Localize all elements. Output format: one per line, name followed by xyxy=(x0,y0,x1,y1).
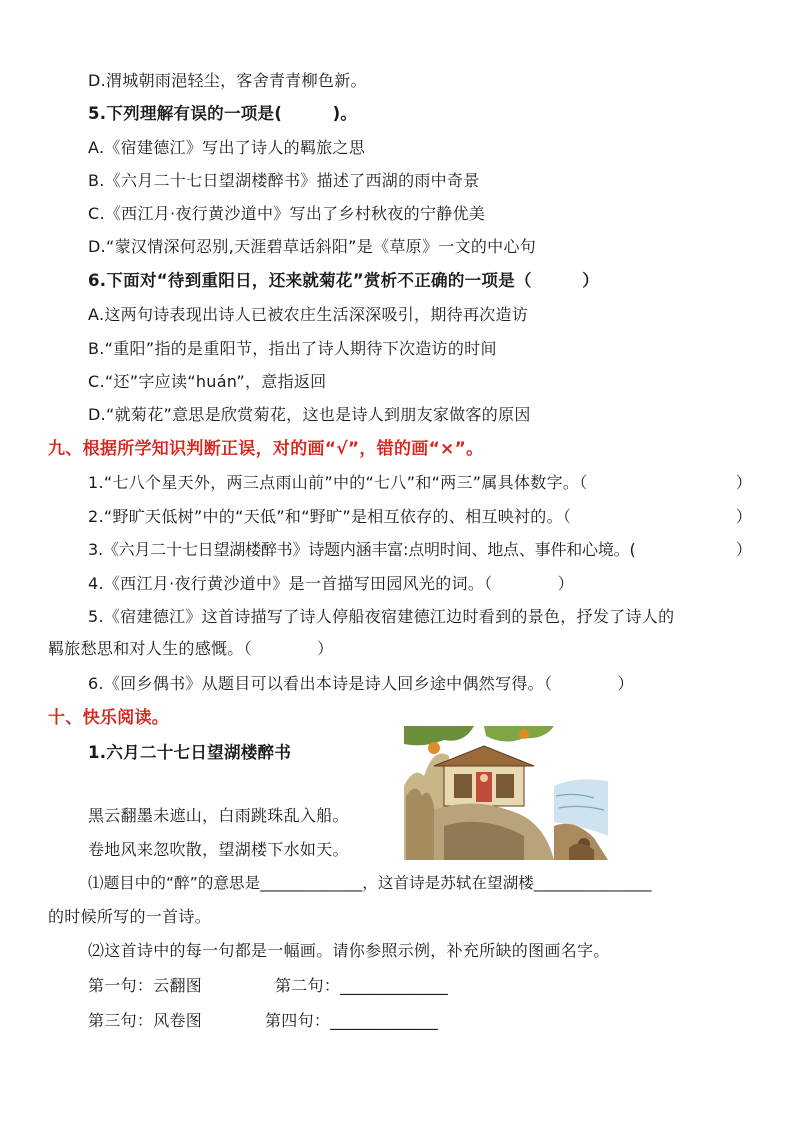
answer-paren-close: ） xyxy=(735,540,752,559)
reading-q1-cont: 的时候所写的一首诗。 xyxy=(48,907,212,926)
q6-option-c: C.“还”字应读“huán”，意指返回 xyxy=(88,372,327,391)
q5-option-b: B.《六月二十七日望湖楼醉书》描述了西湖的雨中奇景 xyxy=(88,171,480,190)
q5-option-c: C.《西江月·夜行黄沙道中》写出了乡村秋夜的宁静优美 xyxy=(88,204,486,223)
item-text: 2.“野旷天低树”中的“天低”和“野旷”是相互依存的、相互映衬的。（ xyxy=(88,507,572,526)
reading-q1: ⑴题目中的“醉”的意思是_____________，这首诗是苏轼在望湖楼_______________ xyxy=(88,874,652,892)
q6-option-b: B.“重阳”指的是重阳节，指出了诗人期待下次造访的时间 xyxy=(88,339,497,358)
q5-option-a: A.《宿建德江》写出了诗人的羁旅之思 xyxy=(88,138,366,157)
sentence-4-label: 第四句：_____________ xyxy=(265,1011,439,1030)
section9-item-5: 5.《宿建德江》这首诗描写了诗人停船夜宿建德江边时看到的景色，抒发了诗人的 xyxy=(88,607,675,626)
reading-q2: ⑵这首诗中的每一句都是一幅画。请你参照示例，补充所缺的图画名字。 xyxy=(88,941,610,960)
section9-title: 九、根据所学知识判断正误，对的画“√”，错的画“×”。 xyxy=(48,439,484,459)
section9-item-3 xyxy=(88,539,752,561)
answer-paren-close: ） xyxy=(735,473,752,492)
poem-line-1: 黑云翻墨未遮山，白雨跳珠乱入船。 xyxy=(88,806,349,825)
poem-title: 1.六月二十七日望湖楼醉书 xyxy=(88,743,292,762)
section9-item-1 xyxy=(88,472,752,494)
sentence-1-label: 第一句：云翻图 xyxy=(88,976,203,995)
q6-option-d: D.“就菊花”意思是欣赏菊花，这也是诗人到朋友家做客的原因 xyxy=(88,405,531,424)
q5-stem: 5.下列理解有误的一项是( )。 xyxy=(88,104,358,123)
section9-item-5-cont: 羁旅愁思和对人生的感慨。（ ） xyxy=(48,639,334,658)
q6-option-a: A.这两句诗表现出诗人已被农庄生活深深吸引，期待再次造访 xyxy=(88,305,529,324)
q4-option-d: D.渭城朝雨浥轻尘，客舍青青柳色新。 xyxy=(88,71,367,90)
section10-title: 十、快乐阅读。 xyxy=(48,708,170,728)
poem-illustration xyxy=(404,726,608,860)
section9-item-6: 6.《回乡偶书》从题目可以看出本诗是诗人回乡途中偶然写得。（ ） xyxy=(88,674,634,693)
sentence-3-label: 第三句：风卷图 xyxy=(88,1011,203,1030)
q6-stem: 6.下面对“待到重阳日，还来就菊花”赏析不正确的一项是（ ） xyxy=(88,271,600,290)
section9-item-4: 4.《西江月·夜行黄沙道中》是一首描写田园风光的词。（ ） xyxy=(88,574,574,593)
poem-line-2: 卷地风来忽吹散，望湖楼下水如天。 xyxy=(88,840,349,859)
lakeside-pavilion-illustration xyxy=(404,726,608,860)
q5-option-d: D.“蒙汉情深何忍别,天涯碧草话斜阳”是《草原》一文的中心句 xyxy=(88,237,537,256)
sentence-2-label: 第二句：_____________ xyxy=(275,976,449,995)
item-text: 3.《六月二十七日望湖楼醉书》诗题内涵丰富:点明时间、地点、事件和心境。( xyxy=(88,540,636,559)
section9-item-2 xyxy=(88,506,752,528)
answer-paren-close: ） xyxy=(735,507,752,526)
item-text: 1.“七八个星天外，两三点雨山前”中的“七八”和“两三”属具体数字。（ xyxy=(88,473,588,492)
